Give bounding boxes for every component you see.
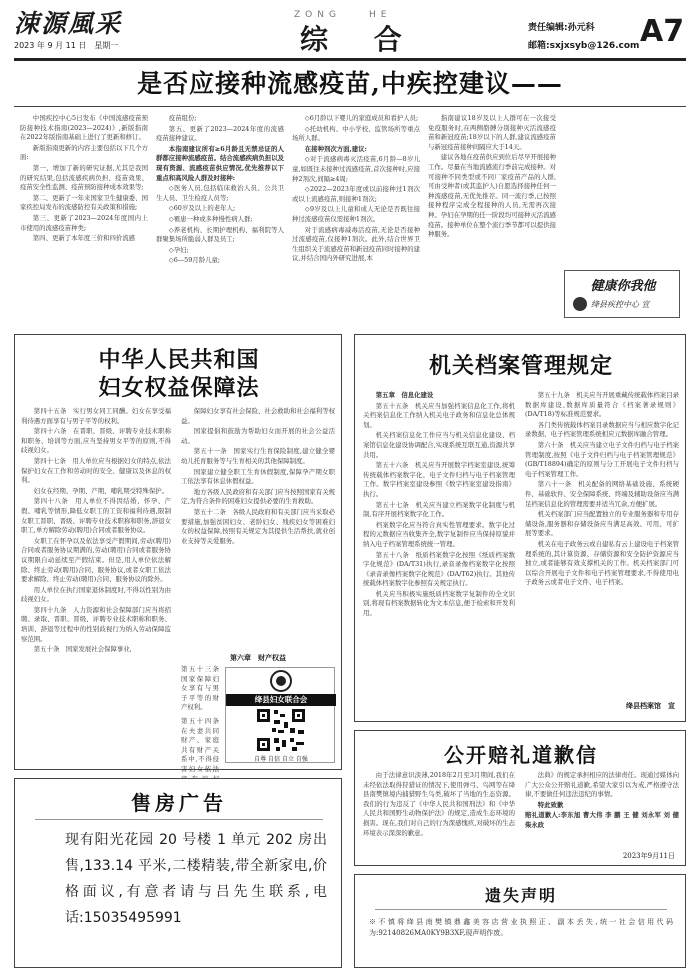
paragraph: 第一、增加了新的研究证据,尤其是我国的研究结果,包括流感疾病负担、疫苗效果、疫苗安全性监测、疫苗预防接种成本效果等; (20, 163, 148, 192)
paragraph: 由于法律意识淡薄,2018年2月至3月期间,我们在未经依法取得狩猎证的情况下,使用弹弓、鸟网等在绛县南樊镇境内捕猎野生鸟类,破坏了当地的生态资源。我们的行为违反了《中华人民共和国刑法》和《中华人民共和国野生动物保护法》的规定,造成生态环境的损害。现在,我们对自己的行为深感愧疚,对破坏的生态环境表示深深的歉意。 (363, 771, 515, 837)
stamp-title: 健康你我他 (590, 279, 656, 294)
apology-col-1 (363, 771, 515, 839)
stamp-source: 绛县疾控中心 宣 (591, 300, 650, 309)
housing-ad (14, 778, 342, 968)
apology-headline: 公开赔礼道歉信 (444, 743, 598, 767)
paragraph: 第五十三条 国家保障妇女享有与男子平等的财产权利。 (181, 665, 226, 712)
paragraph: 妇女在经期、孕期、产期、哺乳期受特殊保护。 (33, 486, 168, 495)
housing-ad-body: 现有阳光花园 20 号楼 1 单元 202 房出售,133.14 平米,二楼精装,带全新家电,价格面议,有意者请与吕先生联系,电话:15035495991 (65, 832, 327, 926)
paragraph: ◇孕妇; (168, 245, 189, 254)
paragraph: 档案数字化应当符合真实性管理要求。数字化过程的元数据应当收集齐全,数字复制件应当保持原貌并纳入电子档案管理系统统一管理。 (363, 520, 515, 548)
womens-federation-logo-icon (256, 670, 306, 692)
signers-label: 赔礼道歉人: (525, 811, 561, 820)
archive-rules-article (354, 334, 686, 722)
paragraph: 法典》的规定承担相应的法律责任。现通过媒体向广大公众公开赔礼道歉,希望大家引以为戒,严格遵守法律,不要做任何违法违纪的事情。 (525, 771, 679, 799)
paragraph: ◇托幼机构、中小学校、监管场所等重点场所人群。 (292, 124, 420, 143)
paragraph: 第五十二条 各级人民政府和有关部门应当采取必要措施,加强贫困妇女、老龄妇女、残疾妇女等困难妇女的权益保障,按照有关规定为其提供生活帮扶,就业创业支持等关爱服务。 (181, 507, 335, 545)
paragraph: 第五十七条 机关应当建立档案数字化制度与机制,有序开展档案数字化工作。 (363, 500, 515, 519)
paragraph: ◇养老机构、长期护理机构、福利院等人群聚集场所脆弱人群及员工; (156, 225, 284, 244)
flu-col-4 (428, 114, 556, 241)
paragraph: 第六十条 机关应当建立电子文件归档与电子档案管理制度,按照《电子文件归档与电子档案管理规范》(GB/T18894)确定的原则与分工开展电子文件归档与电子档案管理工作。 (525, 440, 679, 478)
paragraph: 地方各级人民政府和有关部门应当按照国家有关规定,为符合条件的困难妇女提供必要的生育救助。 (181, 487, 335, 506)
women-law-col-2b (181, 665, 226, 795)
paragraph: 国家建立健全职工生育休假制度,保障孕产期女职工依法享有休息休假权益。 (181, 467, 335, 486)
paragraph: 第五十八条 纸质档案数字化按照《纸质档案数字化规范》(DA/T31)执行,录音录像档案数字化按照《录音录像档案数字化规范》(DA/T62)执行。其他传统载体档案数字化参照有关规定执行。 (363, 550, 515, 588)
paragraph: 本指南建议所有≥6月龄且无禁忌证的人群都应接种流感疫苗。结合流感疾病负担以及现有资源、流感疫苗供应情况,优先推荐以下重点和高风险人群及时接种: (156, 144, 284, 182)
women-law-article (14, 334, 342, 773)
stamp-logo-icon (573, 297, 587, 311)
section-title: 综 合 (300, 23, 420, 56)
masthead-divider (14, 58, 686, 61)
paragraph: 第四十六条 在晋职、晋级、评聘专业技术职称和职务、培训等方面,应当坚持男女平等的原则,不得歧视妇女。 (21, 427, 171, 455)
paragraph: ◇2022—2023年度或以前接种过1剂次或以上流感疫苗,则接种1剂次; (292, 185, 420, 203)
archive-source: 绛县档案馆 宣 (626, 701, 675, 710)
paragraph: 对于流感病毒减毒活疫苗,无论是否接种过流感疫苗,仅接种1剂次。此外,结合世界卫生组织关于流感疫苗和新冠疫苗同时接种的建议,并结合国内外研究进展,本 (292, 225, 420, 263)
editor-line: 责任编辑:孙元科 (528, 23, 595, 33)
paragraph: 机关档案信息化工作应当与机关信息化建设、档案馆信息化建设协调配合,实现系统互联互通,资源共享共用。 (363, 431, 515, 459)
qr-org-name: 绛县妇女联合会 (226, 694, 336, 706)
paragraph: 特此致歉 (537, 800, 564, 809)
apology-article (354, 730, 686, 866)
paragraph: 机关应当积极实施纸质档案数字复制件的全文识别,将现有档案数据转化为文本信息,便于检索和开发利用。 (363, 589, 515, 618)
lost-notice (354, 874, 686, 968)
qr-card (225, 667, 335, 763)
flu-col-1 (20, 114, 148, 245)
paper-name: 涑源風采 (14, 9, 123, 38)
section-en: ZONG HE (294, 10, 392, 20)
paragraph: 中国疾控中心5日发布《中国流感疫苗预防接种技术指南(2023—2024)》,新版指南在2022年版指南基础上进行了更新和修订。 (20, 114, 148, 142)
masthead (0, 0, 700, 58)
paragraph: 第五章 信息化建设 (375, 391, 434, 399)
paragraph: 疫苗组份; (168, 114, 197, 122)
paragraph: 第五十九条 机关应当开展重藏传统载体档案目录数据库建设,数据库质量符合《档案著录规则》(DA/T18)等标准规范要求。 (525, 391, 679, 419)
paragraph: 保障妇女享有社会保险、社会救助和社会福利等权益。 (181, 407, 335, 425)
paragraph: 第五、更新了2023—2024年度的流感疫苗接种建议。 (156, 124, 284, 143)
paragraph: 国家提倡和鼓励为帮助妇女而开展的社会公益活动。 (181, 427, 335, 445)
paragraph: ◇6—59月龄儿童; (168, 256, 221, 265)
qr-caption: 自尊 自信 自立 自强 (254, 756, 308, 763)
paragraph: 第二、更新了一年来国家卫生健康委、国家疾控局发布的流感防控有关政策和措施; (20, 193, 148, 212)
paragraph: ◇9岁及以上儿童和成人无论是否既往接种过流感疫苗仅需接种1剂次。 (292, 205, 420, 223)
paragraph: 机关在电子政务云或自建私有云上建设电子档案管理系统的,其计算资源、存储资源和安全防护资源应当独立,或者能够有效支撑机关的工作。机关档案部门可以综合开展电子文件和电子档案管理要求,不得使用电子政务云或者电子文件、电子档案。 (525, 539, 679, 587)
email-line: 邮箱:sxjxsyb@126.com (528, 41, 640, 51)
paragraph: 女职工在怀孕以及依法享受产假期间,劳动(聘用)合同或者服务协议期满的,劳动(聘用)合同或者服务协议期限自动延续至产假结束。但是,用人单位依法解除、终止劳动(聘用)合同、服务协议,或者女职工依法要求解除、终止劳动(聘用)合同、服务协议的除外。 (21, 536, 171, 584)
flu-headline: 是否应接种流感疫苗,中疾控建议—— (137, 69, 563, 98)
paragraph: 新版指南更新的内容主要包括以下几个方面: (20, 143, 148, 162)
flu-article (14, 64, 686, 326)
paragraph: ◇罹患一种或多种慢性病人群; (168, 214, 253, 223)
paragraph: ◇60岁及以上的老年人; (168, 204, 236, 213)
women-law-headline-2: 妇女权益保障法 (98, 375, 260, 401)
paragraph: ◇医务人员,包括临床救治人员、公共卫生人员、卫生检疫人员等; (156, 184, 284, 202)
paragraph: ◇对于流感病毒灭活疫苗,6月龄—8岁儿童,如既往未接种过流感疫苗,首次接种时,应接种2剂次,间隔≥4周; (292, 155, 420, 183)
health-stamp (564, 270, 680, 318)
lost-notice-body: ※不慎将绛县南樊镇鼎鑫美容店营业执照正、副本丢失,统一社会信用代码为:92140826MA0KY9B3XF,现声明作废。 (369, 918, 673, 937)
paragraph: 第四十九条 人力资源和社会保障部门应当将招聘、录取、晋职、晋级、评聘专业技术职称和职务、培训、辞退等过程中的性别歧视行为纳入劳动保障监察范围。 (21, 605, 171, 643)
apology-col-2 (525, 771, 679, 832)
paragraph: 第三、更新了2023—2024年度国内上市使用的流感疫苗种类; (20, 213, 148, 232)
paragraph: 第五十条 国家发展社会保障事业, (33, 645, 132, 654)
paragraph: 第五十一条 国家实行生育保险制度,建立健全婴幼儿托育服务等与生育相关的其他保障制度。 (181, 447, 335, 465)
paragraph: 第五十五条 机关应当加强档案信息化工作,将机关档案信息化工作纳入机关电子政务和信息化总体规划。 (363, 401, 515, 429)
women-law-col-2 (181, 407, 335, 547)
housing-ad-rule (35, 819, 323, 820)
archive-col-2 (525, 391, 679, 589)
qr-code-icon (256, 708, 306, 752)
archive-col-1 (363, 391, 515, 620)
paragraph: 第四十八条 用人单位不得因结婚、怀孕、产假、哺乳等情形,降低女职工的工资和福利待遇,限制女职工晋职、晋级、评聘专业技术职称和职务,辞退女职工,单方解除劳动(聘用)合同或者服务协议。 (21, 497, 171, 535)
paragraph: 第四十五条 实行男女同工同酬。妇女在享受福利待遇方面享有与男子平等的权利。 (21, 407, 171, 425)
lost-notice-rule (375, 909, 667, 910)
paragraph: 第五十四条 在夫妻共同财产、家庭共有财产关系中,不得侵害妇女依法 (181, 716, 219, 773)
paragraph: 第六十一条 机关配备的网络基础设施、系统硬件、基础软件、安全保障系统、终端及辅助设备应当满足档案信息化的管理需要并适当冗余,方便扩展。 (525, 480, 679, 508)
paragraph: 第五十六条 机关应当开展数字档案室建设,统筹传统载体档案数字化、电子文件归档与电子档案管理工作。数字档案室建设参照《数字档案室建设指南》执行。 (363, 461, 515, 498)
paragraph: 各门类传统载体档案目录数据应当与相应数字化记录数据、电子档案管理系统相应元数据库融合管理。 (525, 420, 679, 439)
lost-notice-headline: 遗失声明 (484, 886, 557, 905)
women-law-col-1 (21, 407, 171, 656)
women-law-headline-1: 中华人民共和国 (98, 347, 260, 373)
flu-headline-rule (14, 106, 686, 107)
paragraph: 机关档案部门应当配置独立的专业服务器和专用存储设备,服务器和存储设备应当满足高效、可用、可扩展等要求。 (525, 510, 679, 538)
housing-ad-headline: 售房广告 (131, 791, 227, 815)
issue-date: 2023 年 9 月 11 日 星期一 (14, 41, 119, 50)
paragraph: 建议各地在疫苗供应到位后尽早开展接种工作。尽量在当地流感流行季前完成接种。对可接种不同类型或不同厂家疫苗产品的人群,可由受种者(或其监护人)自愿选择接种任何一种流感疫苗,无优先推荐。同一流行季,已按照接种程序完成全程接种的人员,无需再次接种。孕妇在孕期的任一阶段均可接种灭活流感疫苗。接种单位在整个流行季节都可以提供接种服务。 (428, 153, 556, 239)
page-number: A7 (640, 14, 685, 49)
chapter-heading: 第六章 财产权益 (230, 653, 286, 662)
apology-date: 2023年9月11日 (622, 852, 675, 860)
flu-col-3 (292, 114, 420, 265)
paragraph: 用人单位在执行国家退休制度时,不得以性别为由歧视妇女。 (21, 585, 171, 604)
paragraph: 第四、更新了本年度三价和四价流感 (32, 234, 136, 243)
flu-col-2 (156, 114, 284, 267)
archive-headline: 机关档案管理规定 (428, 353, 613, 379)
paragraph (525, 811, 679, 830)
paragraph: 在接种剂次方面,建议: (304, 144, 367, 153)
signers: 李东旭 曹大伟 李 鹏 王 健 刘永军 刘 健 柴永政 (525, 811, 679, 829)
paragraph: 第四十七条 用人单位应当根据妇女的特点,依法保护妇女在工作和劳动时的安全、健康以及休息的权利。 (21, 456, 171, 485)
paragraph: ◇6月龄以下婴儿的家庭成员和看护人员; (304, 114, 419, 122)
paragraph: 指南建议18岁及以上人群可在一次接受免疫服务时,在两侧胳膊分别接种灭活流感疫苗和新冠疫苗;18岁以下的人群,建议流感疫苗与新冠疫苗接种间隔应大于14天。 (428, 114, 556, 151)
